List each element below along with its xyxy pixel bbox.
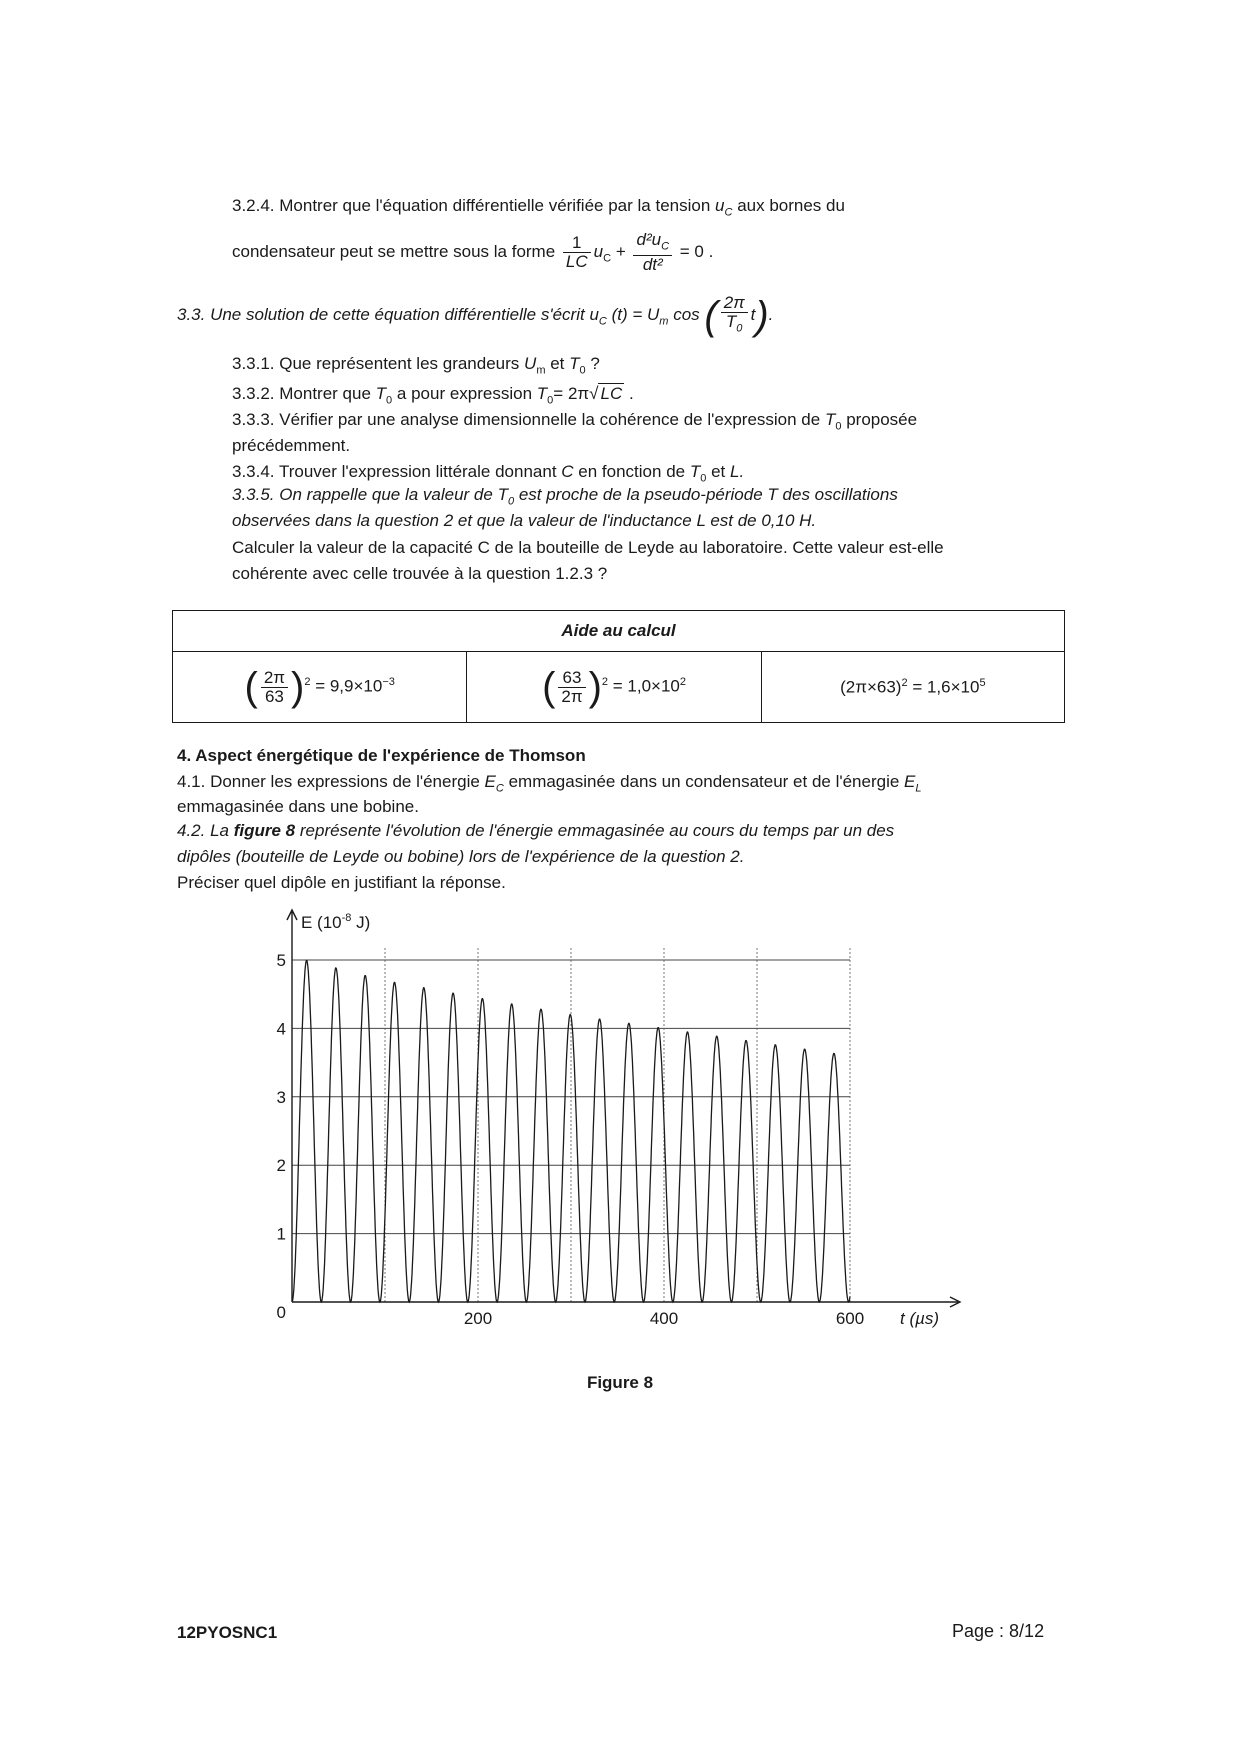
x-tick-label: 400 [649, 1309, 679, 1328]
s41-line1: 4.1. Donner les expressions de l'énergie $E_C$ emmagasinée dans un condensateur et de l'énergie $E_L$ [177, 772, 922, 795]
q333-line2: précédemment. [232, 436, 351, 455]
q335-line3: Calculer la valeur de la capacité C de la bouteille de Leyde au laboratoire. Cette valeur est-elle [232, 538, 944, 557]
figure-caption: Figure 8 [586, 1373, 654, 1392]
aide-cell-3: $(2\pi\times 63)^2 = 1,6\times 10^5$ [761, 652, 1064, 723]
q335-line4: cohérente avec celle trouvée à la question 1.2.3 ? [232, 564, 608, 583]
s41-line2: emmagasinée dans une bobine. [177, 797, 419, 816]
y-tick-label: 3 [276, 1087, 286, 1107]
q33-frac: $\frac{2\pi}{T_0}$ [721, 294, 748, 337]
y-tick-label: 2 [276, 1156, 286, 1176]
y-tick-label: 5 [276, 951, 286, 970]
y-tick-label: 0 [276, 1303, 286, 1322]
y-tick-label: 4 [276, 1019, 286, 1039]
q335-line1: 3.3.5. On rappelle que la valeur de $T_0$ est proche de la pseudo-période T des oscillations [232, 485, 898, 508]
footer-page: Page : 8/12 [952, 1621, 1045, 1641]
s42-line1: 4.2. La figure 8 représente l'évolution de l'énergie emmagasinée au cours du temps par un des [177, 821, 895, 840]
s4-title: 4. Aspect énergétique de l'expérience de Thomson [177, 746, 586, 765]
aide-cell-2: ( $\frac{63}{2\pi}$ )$^2 = 1,0\times 10^2$ [467, 652, 761, 723]
q332-line: 3.3.2. Montrer que $T_0$ a pour expression $T_0= 2\pi√$ LC . [232, 384, 634, 407]
aide-title: Aide au calcul [173, 611, 1065, 652]
x-tick-label: 200 [463, 1309, 493, 1328]
q324-frac-1: $\frac{1}{LC}$ [563, 234, 591, 271]
q334-line: 3.3.4. Trouver l'expression littérale donnant C en fonction de $T_0$ et L. [232, 462, 745, 485]
footer-code: 12PYOSNC1 [177, 1623, 278, 1642]
x-axis-label: t (µs) [900, 1309, 940, 1328]
x-tick-labels [464, 1309, 864, 1328]
q335-line2: observées dans la question 2 et que la valeur de l'inductance L est de 0,10 H. [232, 511, 817, 530]
q33-line: 3.3. Une solution de cette équation différentielle s'écrit $u_C$ $(t) = U_m$ cos ( $\frac{2\pi}{T_0}$ t). [177, 292, 774, 338]
q324-frac-2: $\frac{d^2u_C}{\text{dt²}}$ [633, 231, 672, 274]
aide-cell-1: ( $\frac{2\pi}{63}$ )$^2 = 9,9\times 10^{-3}$ [173, 652, 467, 723]
y-tick-label: 1 [276, 1224, 286, 1244]
x-tick-label: 600 [835, 1309, 865, 1328]
q331-line: 3.3.1. Que représentent les grandeurs $U_m$ et $T_0$ ? [232, 354, 600, 377]
y-axis-label: E ($10^{-8}$ J) [301, 912, 371, 932]
s42-line3: Préciser quel dipôle en justifiant la réponse. [177, 873, 506, 892]
y-tick-labels [277, 951, 286, 1322]
s42-line2: dipôles (bouteille de Leyde ou bobine) lors de l'expérience de la question 2. [177, 847, 745, 866]
q324-line1: 3.2.4. Montrer que l'équation différentielle vérifiée par la tension $u_C$ aux bornes du [232, 196, 845, 219]
q333-line1: 3.3.3. Vérifier par une analyse dimensionnelle la cohérence de l'expression de $T_0$ proposée [232, 410, 918, 433]
energy-curve [292, 961, 850, 1303]
q324-line2: condensateur peut se mettre sous la forme $\frac{1}{LC}$ $u_C$ + $\frac{d^2u_C}{\text{dt²}}$ = 0 . [232, 229, 714, 275]
